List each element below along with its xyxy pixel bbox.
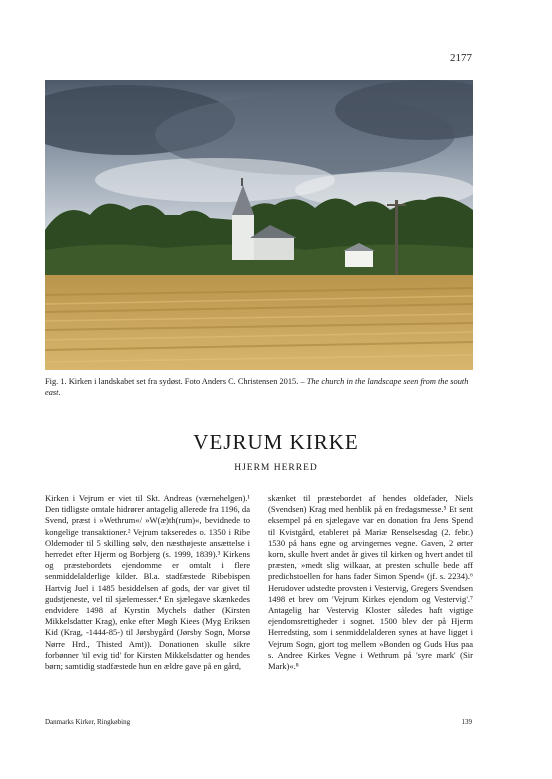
figure-caption [45, 376, 475, 398]
caption-text: Fig. 1. Kirken i landskabet set fra sydøst. Foto Anders C. Christensen 2015. – [45, 377, 307, 386]
page-subtitle: HJERM HERRED [234, 463, 318, 473]
page-title: VEJRUM KIRKE [193, 430, 359, 454]
church-landscape-photo [45, 80, 473, 370]
body-right-column: skænket til præstebordet af hendes oldefader, Niels (Svendsen) Krag med henblik på en fredagsmesse.⁵ Et sent eksempel på en sjælegave var en donation fra Jens Spend til Kvistgård, etableret på Mariæ Renselsesdag (2. febr.) 1530 på hans egne og arvingernes vegne. Gaven, 2 ørter korn, skulle hvert andet år gives til kirken og hvert andet til præsten, »medt slig wilkaar, at presten schulle bede aff predichstoellen for hans fader Simon Spend« (jf. s. 2234).⁶ Herudover udstedte provsten i Vestervig, Gregers Svendsen 1498 et brev om 'Vejrum Kirkes ejendom og Vestervig'.⁷ Antagelig har Vestervig Kloster således haft vigtige ejendomsrettigheder i sognet. 1500 blev der på Hjerm Herredsting, som i senmiddelalderen synes at have ligget i Vejrum Sogn, gjort tog mellem »Bonden og Guds Hus paa s. Andree Kirkes Vegne i Wethrum på 'syre mark' (Sir Mark)«.⁸ [268, 493, 473, 672]
body-left-column: Kirken i Vejrum er viet til Skt. Andreas (værnehelgen).¹ Den tidligste omtale hidrører antagelig allerede fra 1196, da Svend, præst i »Wethrum«/ »W(æ)th(rum)«, bevidnede to kongelige transaktioner.² Vejrum takseredes o. 1350 i Ribe Oldemoder til 5 skilling sølv, den næsthøjeste ansættelse i herredet efter Hjerm og Borbjerg (s. 1999, 1839).³ Kirkens og præstebordets ejendomme er omtalt i flere senmiddelalderlige kilder. Bl.a. stadfæstede Ribebispen Hartvig Juel i 1485 besiddelsen af gods, der var givet til gudstjeneste, vel til sjælemesser.⁴ En sjælegave skænkedes endvidere 1498 af Kyrstin Mychels dather (Kirsten Mikkelsdatter Krag), enke efter Møgh Kiees (Myg Eriksen Kid (Krag, -1444-85-) til Jørsbygård (Jørsby Sogn, Morsø Nørre Hrd., Thisted Amt)). Donationen skulle sikre forbønner 'til evig tid' for Kirsten Mikkelsdatter og hendes børn; samtidig stadfæstede hun en ældre gave på en gård, [45, 493, 250, 672]
caption-english: The church in the landscape seen from the south east [45, 377, 469, 397]
caption-end: . [58, 388, 61, 397]
page-number: 2177 [450, 52, 472, 64]
footer-publication: Danmarks Kirker, Ringkøbing [45, 718, 131, 726]
footer-page-number: 139 [461, 718, 472, 726]
photo-illustration [45, 80, 473, 370]
